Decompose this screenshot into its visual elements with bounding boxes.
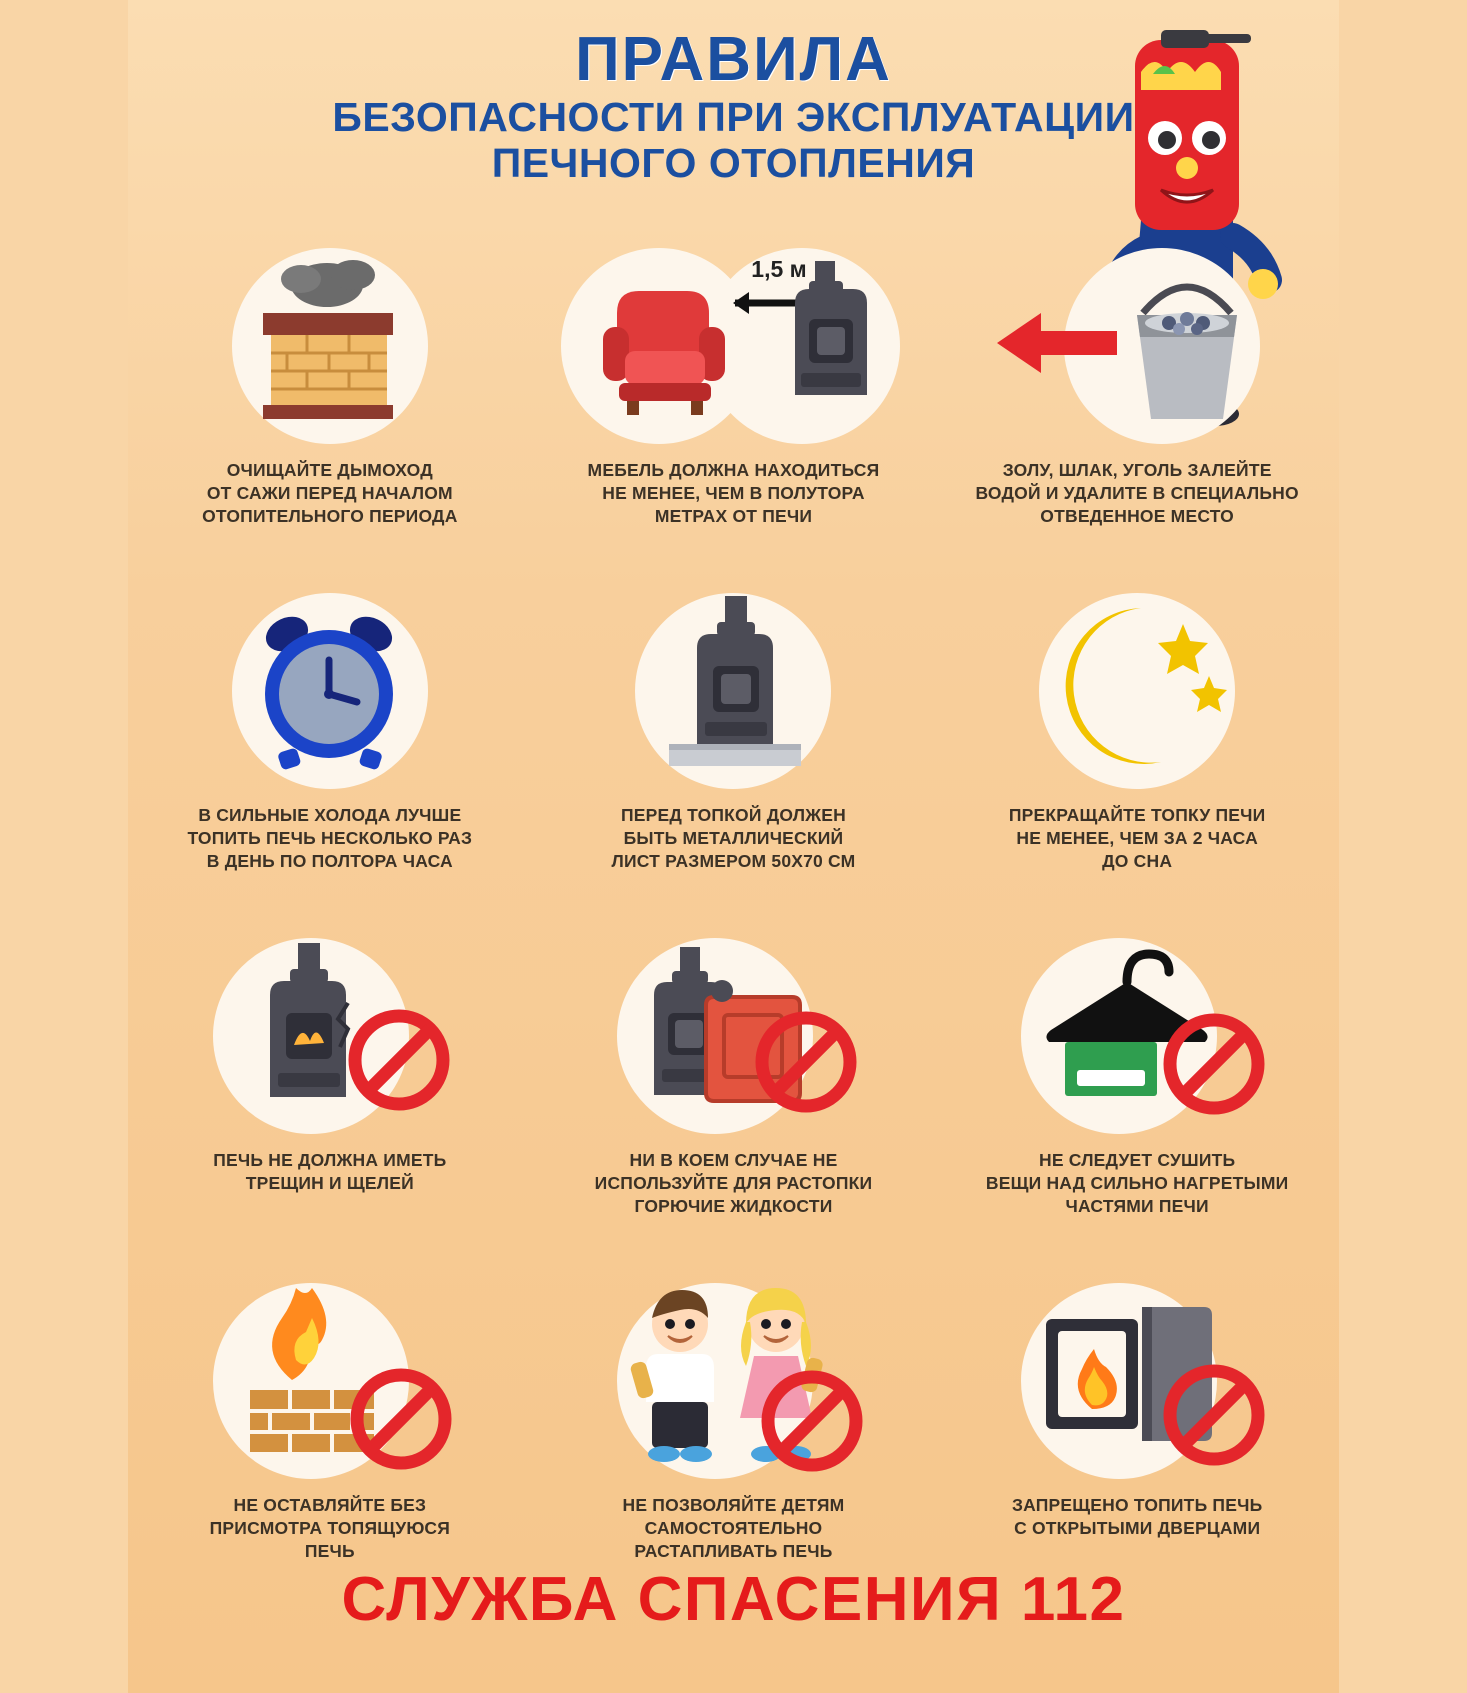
rule-icon-wrap: [175, 928, 485, 1143]
rule-caption: ПРЕКРАЩАЙТЕ ТОПКУ ПЕЧИ НЕ МЕНЕЕ, ЧЕМ ЗА 2 ЧАСА ДО СНА: [1008, 805, 1266, 871]
moon-stars-icon: [1037, 598, 1237, 783]
rule-caption: ПЕРЕД ТОПКОЙ ДОЛЖЕН БЫТЬ МЕТАЛЛИЧЕСКИЙ ЛИСТ РАЗМЕРОМ 50Х70 СМ: [611, 805, 856, 871]
rule-item: [128, 928, 532, 1273]
ash-bucket-icon: [987, 243, 1287, 448]
poster-content: [128, 0, 1339, 1693]
rule-caption: НЕ ПОЗВОЛЯЙТЕ ДЕТЯМ САМОСТОЯТЕЛЬНО РАСТАПЛИВАТЬ ПЕЧЬ: [622, 1495, 845, 1561]
left-margin-strip: [0, 0, 128, 1693]
prohibition-sign-icon: [1158, 1008, 1270, 1125]
rule-icon-wrap: [578, 238, 888, 453]
rule-icon-wrap: [578, 928, 888, 1143]
rule-icon-wrap: [578, 1273, 888, 1488]
rule-caption: ЗАПРЕЩЕНО ТОПИТЬ ПЕЧЬ С ОТКРЫТЫМИ ДВЕРЦАМИ: [1011, 1495, 1263, 1538]
rule-caption: ПЕЧЬ НЕ ДОЛЖНА ИМЕТЬ ТРЕЩИН И ЩЕЛЕЙ: [213, 1150, 447, 1193]
rule-caption: НЕ ОСТАВЛЯЙТЕ БЕЗ ПРИСМОТРА ТОПЯЩУЮСЯ ПЕЧЬ: [209, 1495, 450, 1561]
rule-icon-wrap: [982, 1273, 1292, 1488]
rule-item: [532, 928, 936, 1273]
rule-item: [935, 583, 1339, 928]
rule-caption: НЕ СЛЕДУЕТ СУШИТЬ ВЕЩИ НАД СИЛЬНО НАГРЕТЫМИ ЧАСТЯМИ ПЕЧИ: [985, 1150, 1289, 1216]
page-title: ПРАВИЛА: [575, 25, 892, 94]
prohibition-sign-icon: [345, 1363, 457, 1480]
prohibition-sign-icon: [756, 1365, 868, 1482]
rule-icon-wrap: [175, 583, 485, 798]
page-subtitle-line2: ПЕЧНОГО ОТОПЛЕНИЯ: [491, 140, 976, 187]
emergency-footer: [128, 1564, 1339, 1635]
rule-item: [935, 928, 1339, 1273]
chimney-smoke-icon: [235, 253, 425, 438]
rule-icon-wrap: [982, 583, 1292, 798]
rule-item: [935, 238, 1339, 583]
stove-metal-sheet-icon: [633, 588, 833, 793]
alarm-clock-icon: [235, 598, 425, 783]
prohibition-sign-icon: [750, 1006, 862, 1123]
rule-icon-wrap: [175, 238, 485, 453]
rule-item: [532, 583, 936, 928]
rule-caption: НИ В КОЕМ СЛУЧАЕ НЕ ИСПОЛЬЗУЙТЕ ДЛЯ РАСТОПКИ ГОРЮЧИЕ ЖИДКОСТИ: [594, 1150, 873, 1216]
rule-item: [532, 238, 936, 583]
rule-item: [128, 583, 532, 928]
rule-caption: ЗОЛУ, ШЛАК, УГОЛЬ ЗАЛЕЙТЕ ВОДОЙ И УДАЛИТЕ В СПЕЦИАЛЬНО ОТВЕДЕННОЕ МЕСТО: [975, 460, 1299, 526]
rule-item: [128, 238, 532, 583]
rule-icon-wrap: [982, 928, 1292, 1143]
rule-icon-wrap: [175, 1273, 485, 1488]
rule-icon-wrap: [578, 583, 888, 798]
prohibition-sign-icon: [343, 1004, 455, 1121]
rule-caption: В СИЛЬНЫЕ ХОЛОДА ЛУЧШЕ ТОПИТЬ ПЕЧЬ НЕСКОЛЬКО РАЗ В ДЕНЬ ПО ПОЛТОРА ЧАСА: [187, 805, 473, 871]
prohibition-sign-icon: [1158, 1359, 1270, 1476]
right-margin-strip: [1339, 0, 1467, 1693]
page-subtitle-line1: БЕЗОПАСНОСТИ ПРИ ЭКСПЛУАТАЦИИ: [332, 94, 1135, 141]
rule-icon-wrap: [982, 238, 1292, 453]
rules-grid: [128, 238, 1339, 1618]
distance-badge-text: 1,5 м: [751, 256, 808, 282]
rule-caption: ОЧИЩАЙТЕ ДЫМОХОД ОТ САЖИ ПЕРЕД НАЧАЛОМ ОТОПИТЕЛЬНОГО ПЕРИОДА: [202, 460, 458, 526]
emergency-service-text: СЛУЖБА СПАСЕНИЯ 112: [341, 1565, 1126, 1634]
rule-caption: МЕБЕЛЬ ДОЛЖНА НАХОДИТЬСЯ НЕ МЕНЕЕ, ЧЕМ В ПОЛУТОРА МЕТРАХ ОТ ПЕЧИ: [587, 460, 880, 526]
armchair-distance-stove-icon: [583, 243, 883, 448]
